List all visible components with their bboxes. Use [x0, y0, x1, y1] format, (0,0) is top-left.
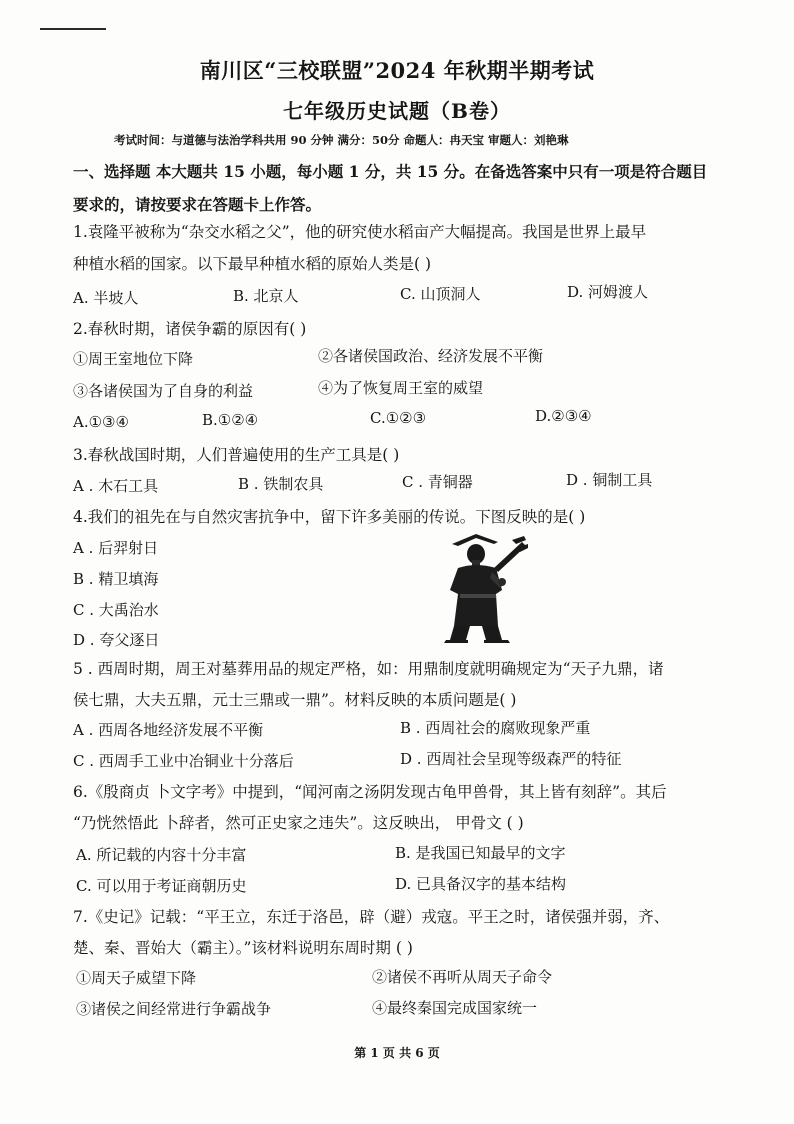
- q2-option-b: B.①②④: [202, 411, 259, 429]
- q6-option-b: B. 是我国已知最早的文字: [395, 844, 566, 862]
- q1-option-a: A. 半坡人: [73, 289, 139, 307]
- exam-title: 南川区“三校联盟”2024 年秋期半期考试: [199, 58, 595, 83]
- q4-stem: 4.我们的祖先在与自然灾害抗争中，留下许多美丽的传说。下图反映的是( ): [73, 508, 586, 526]
- q6-option-d: D. 已具备汉字的基本结构: [395, 875, 567, 893]
- q3-stem: 3.春秋战国时期，人们普遍使用的生产工具是( ): [73, 446, 400, 464]
- exam-meta: 考试时间：与道德与法治学科共用 90 分钟 满分：50分 命题人：冉天宝 审题人：刘艳琳: [114, 133, 569, 147]
- q4-option-c: C . 大禹治水: [73, 601, 159, 619]
- dayu-figure-image: [436, 532, 528, 644]
- q2-option-c: C.①②③: [370, 409, 427, 427]
- top-rule: [40, 28, 106, 30]
- q5-stem-line2: 侯七鼎，大夫五鼎，元士三鼎或一鼎”。材料反映的本质问题是( ): [73, 691, 517, 709]
- q3-option-a: A . 木石工具: [73, 477, 159, 495]
- q2-stem: 2.春秋时期，诸侯争霸的原因有( ): [73, 320, 307, 338]
- q3-option-b: B . 铁制农具: [238, 475, 324, 493]
- q1-stem-line1: 1.袁隆平被称为“杂交水稻之父”，他的研究使水稻亩产大幅提高。我国是世界上最早: [73, 223, 647, 241]
- q7-stem-line2: 楚、秦、晋始大（霸主）。”该材料说明东周时期 ( ): [73, 939, 413, 957]
- q6-option-a: A. 所记载的内容十分丰富: [76, 846, 247, 864]
- q2-item-1: ①周王室地位下降: [73, 350, 194, 368]
- q7-item-3: ③诸侯之间经常进行争霸战争: [76, 1000, 272, 1018]
- exam-subtitle: 七年级历史试题（B卷）: [283, 99, 511, 123]
- q1-stem-line2: 种植水稻的国家。以下最早种植水稻的原始人类是( ): [73, 255, 432, 273]
- q3-option-d: D . 铜制工具: [566, 471, 653, 489]
- q3-option-c: C . 青铜器: [402, 473, 473, 491]
- q2-item-3: ③各诸侯国为了自身的利益: [73, 382, 254, 400]
- q4-option-b: B . 精卫填海: [73, 570, 159, 588]
- q5-option-b: B . 西周社会的腐败现象严重: [400, 719, 591, 737]
- q4-option-d: D . 夸父逐日: [73, 631, 160, 649]
- q5-option-d: D . 西周社会呈现等级森严的特征: [400, 750, 622, 768]
- section-instructions-line1: 一、选择题 本大题共 15 小题，每小题 1 分，共 15 分。在备选答案中只有一项是符合题目: [73, 162, 708, 181]
- q7-item-4: ④最终秦国完成国家统一: [372, 999, 538, 1017]
- q1-option-b: B. 北京人: [233, 287, 299, 305]
- q5-option-c: C . 西周手工业中冶铜业十分落后: [73, 752, 294, 770]
- section-instructions-line2: 要求的，请按要求在答题卡上作答。: [73, 195, 322, 214]
- q4-option-a: A . 后羿射日: [73, 539, 159, 557]
- q2-option-d: D.②③④: [535, 407, 592, 425]
- page-number: 第 1 页 共 6 页: [354, 1046, 440, 1060]
- q5-option-a: A . 西周各地经济发展不平衡: [73, 721, 264, 739]
- q6-stem-line2: “乃恍然悟此 卜辞者，然可正史家之违失”。这反映出， 甲骨文 ( ): [73, 814, 524, 832]
- q6-option-c: C. 可以用于考证商朝历史: [76, 877, 247, 895]
- q7-stem-line1: 7.《史记》记载：“平王立，东迁于洛邑，辟（避）戎寇。平王之时，诸侯强并弱，齐、: [73, 908, 670, 926]
- q7-item-2: ②诸侯不再听从周天子命令: [372, 968, 553, 986]
- q7-item-1: ①周天子威望下降: [76, 969, 197, 987]
- q2-option-a: A.①③④: [73, 413, 129, 431]
- q1-option-d: D. 河姆渡人: [567, 283, 649, 301]
- q1-option-c: C. 山顶洞人: [400, 285, 481, 303]
- q2-item-4: ④为了恢复周王室的威望: [318, 379, 484, 397]
- q2-item-2: ②各诸侯国政治、经济发展不平衡: [318, 347, 544, 365]
- q6-stem-line1: 6.《殷商贞 卜文字考》中提到，“闻河南之汤阴发现古龟甲兽骨，其上皆有刻辞”。其后: [73, 783, 667, 801]
- q5-stem-line1: 5 . 西周时期，周王对墓葬用品的规定严格，如：用鼎制度就明确规定为“天子九鼎，诸: [73, 660, 664, 678]
